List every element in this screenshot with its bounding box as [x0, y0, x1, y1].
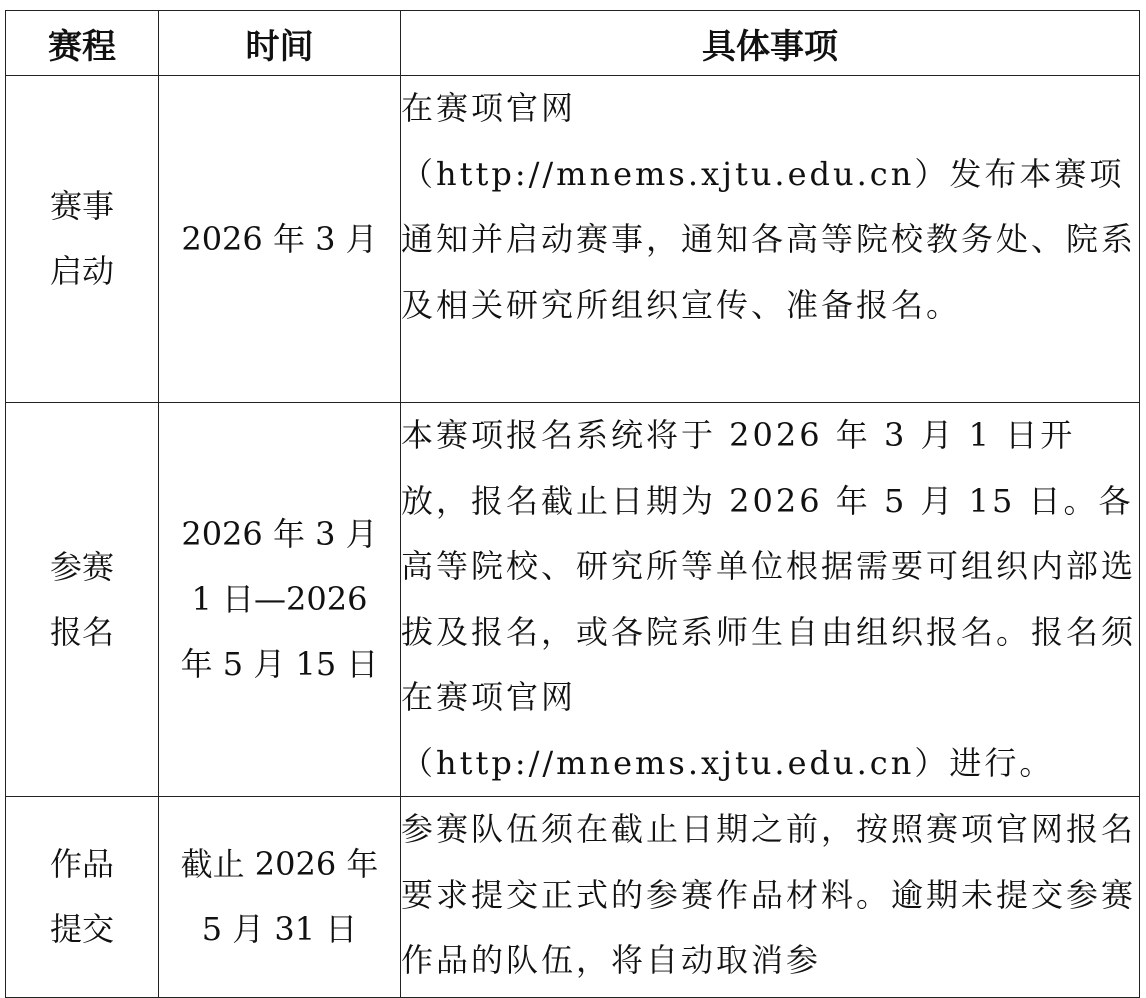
table-row: [6, 797, 1140, 998]
time-cell: [159, 797, 401, 998]
time-text: 2026 年 3 月: [181, 515, 378, 553]
details-text: （http://mnems.xjtu.edu.cn）发布本赛项通知并启动赛事，通知各高等院校教务处、院系及相关研究所组织宣传、准备报名。: [401, 154, 1137, 324]
time-text: 2026 年 3 月: [181, 219, 378, 258]
stage-text: 赛事: [49, 187, 114, 225]
details-text: 参赛队伍须在截止日期之前，按照赛项官网报名要求提交正式的参赛作品材料。逾期未提交参赛作品的队伍，将自动取消参: [401, 810, 1137, 979]
stage-text: 报名: [49, 612, 114, 651]
schedule-document: [5, 10, 1139, 998]
time-cell: [159, 76, 401, 403]
time-text: 截止 2026 年: [180, 845, 379, 883]
table-row: [6, 403, 1140, 797]
time-text: 5 月 31 日: [201, 910, 358, 948]
details-text: （http://mnems.xjtu.edu.cn）进行。: [401, 743, 1055, 782]
schedule-table: [5, 10, 1140, 998]
header-row: [6, 11, 1140, 76]
stage-cell: [6, 797, 159, 998]
details-cell: [401, 403, 1140, 797]
stage-text: 提交: [49, 910, 114, 948]
time-cell: [159, 403, 401, 797]
details-cell: [401, 76, 1140, 403]
time-text: 年 5 月 15 日: [180, 645, 379, 683]
stage-cell: [6, 76, 159, 403]
stage-text: 参赛: [49, 547, 114, 586]
header-stage: 赛程: [6, 11, 159, 76]
stage-text: 作品: [49, 845, 114, 883]
details-cell: [401, 797, 1140, 998]
header-details: 具体事项: [401, 11, 1140, 76]
table-row: [6, 76, 1140, 403]
header-time: 时间: [159, 11, 401, 76]
details-text: 在赛项官网: [401, 89, 577, 127]
stage-cell: [6, 403, 159, 797]
stage-text: 启动: [49, 252, 114, 290]
time-text: 1 日—2026: [191, 580, 368, 618]
details-text: 本赛项报名系统将于 2026 年 3 月 1 日开放，报名截止日期为 2026 年 5 月 15 日。各高等院校、研究所等单位根据需要可组织内部选拔及报名，或各院系师生自由组织报名。报名须在赛项官网: [401, 416, 1137, 716]
